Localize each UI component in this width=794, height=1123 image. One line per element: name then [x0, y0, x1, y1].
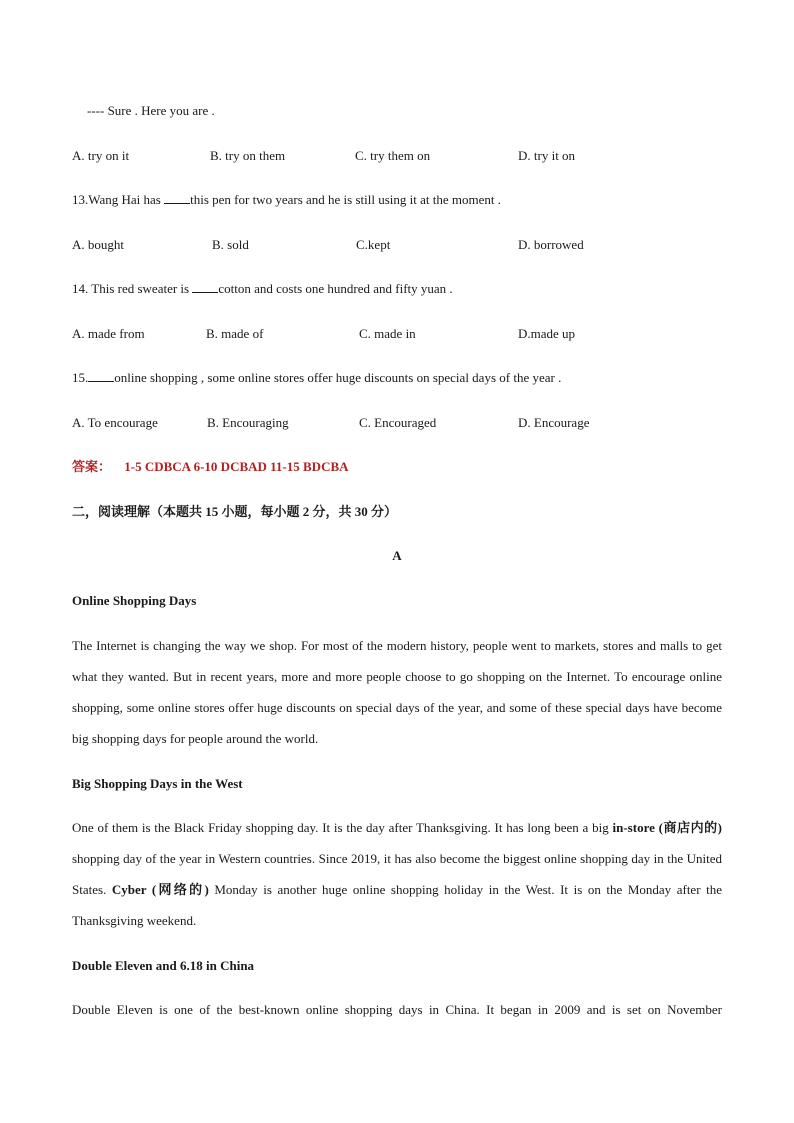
passage-title: Online Shopping Days	[72, 593, 197, 608]
answer-blank	[164, 192, 190, 204]
para2-text-3: Monday is another huge online shopping holiday in the West. It is on the Monday after the Thanksgiving weekend.	[72, 882, 722, 928]
q12-option-b: B. try on them	[210, 148, 286, 163]
q13-option-a: A. bought	[72, 237, 124, 252]
q13-option-c: C.kept	[356, 237, 391, 252]
q14-stem	[72, 281, 453, 297]
para2-text-2: shopping day of the year in Western countries. Since 2019, it has also become the biggest online shopping day in the United States.	[72, 851, 722, 897]
q15-stem-end: online shopping , some online stores offer huge discounts on special days of the year .	[114, 370, 562, 385]
q12-option-c: C. try them on	[355, 148, 431, 163]
q15-option-d: D. Encourage	[518, 415, 590, 430]
answer-key	[72, 459, 349, 475]
q13-option-d: D. borrowed	[518, 237, 584, 252]
q13-option-b: B. sold	[212, 237, 249, 252]
para2-text-1: One of them is the Black Friday shopping day. It is the day after Thanksgiving. It has long been a big	[72, 820, 613, 835]
q12-option-a: A. try on it	[72, 148, 130, 163]
q13-stem	[72, 192, 501, 208]
answer-blank	[88, 370, 114, 382]
q14-stem-start: 14. This red sweater is	[72, 281, 193, 296]
q14-stem-end: cotton and costs one hundred and fifty yuan .	[218, 281, 453, 296]
passage-paragraph-1: The Internet is changing the way we shop. For most of the modern history, people went to markets, stores and malls to get what they wanted. But in recent years, more and more people choose to go shopping on the Internet. To encourage online shopping, some online stores offer huge discounts on special days of the year, and some of these special days have become big shopping days for people around the world.	[72, 638, 722, 746]
q14-option-c: C. made in	[359, 326, 416, 341]
passage-paragraph-2	[72, 812, 722, 936]
q13-stem-start: 13.Wang Hai has	[72, 192, 165, 207]
answer-key-text: 1-5 CDBCA 6-10 DCBAD 11-15 BDCBA	[124, 459, 349, 474]
passage-paragraph-3: Double Eleven is one of the best-known online shopping days in China. It began in 2009 and is set on November	[72, 1002, 722, 1017]
q13-stem-end: this pen for two years and he is still using it at the moment .	[190, 192, 501, 207]
passage-letter: A	[392, 548, 402, 563]
passage-subtitle-2: Double Eleven and 6.18 in China	[72, 958, 255, 973]
section-heading: 二，阅读理解（本题共 15 小题，每小题 2 分，共 30 分）	[72, 504, 398, 519]
q15-option-a: A. To encourage	[72, 415, 158, 430]
q15-option-c: C. Encouraged	[359, 415, 437, 430]
para2-term-cyber: Cyber (网络的)	[111, 882, 209, 897]
para2-term-in-store: in-store (商店内的)	[612, 820, 722, 835]
q14-option-d: D.made up	[518, 326, 576, 341]
answer-key-label: 答案：	[72, 459, 112, 474]
answer-blank	[192, 281, 218, 293]
q14-option-a: A. made from	[72, 326, 145, 341]
q12-option-d: D. try it on	[518, 148, 576, 163]
q15-stem-start: 15.	[72, 370, 89, 385]
q14-option-b: B. made of	[206, 326, 264, 341]
q15-option-b: B. Encouraging	[207, 415, 289, 430]
dialogue-reply: ---- Sure . Here you are .	[87, 103, 215, 118]
q15-stem	[72, 370, 561, 386]
passage-subtitle-1: Big Shopping Days in the West	[72, 776, 243, 791]
